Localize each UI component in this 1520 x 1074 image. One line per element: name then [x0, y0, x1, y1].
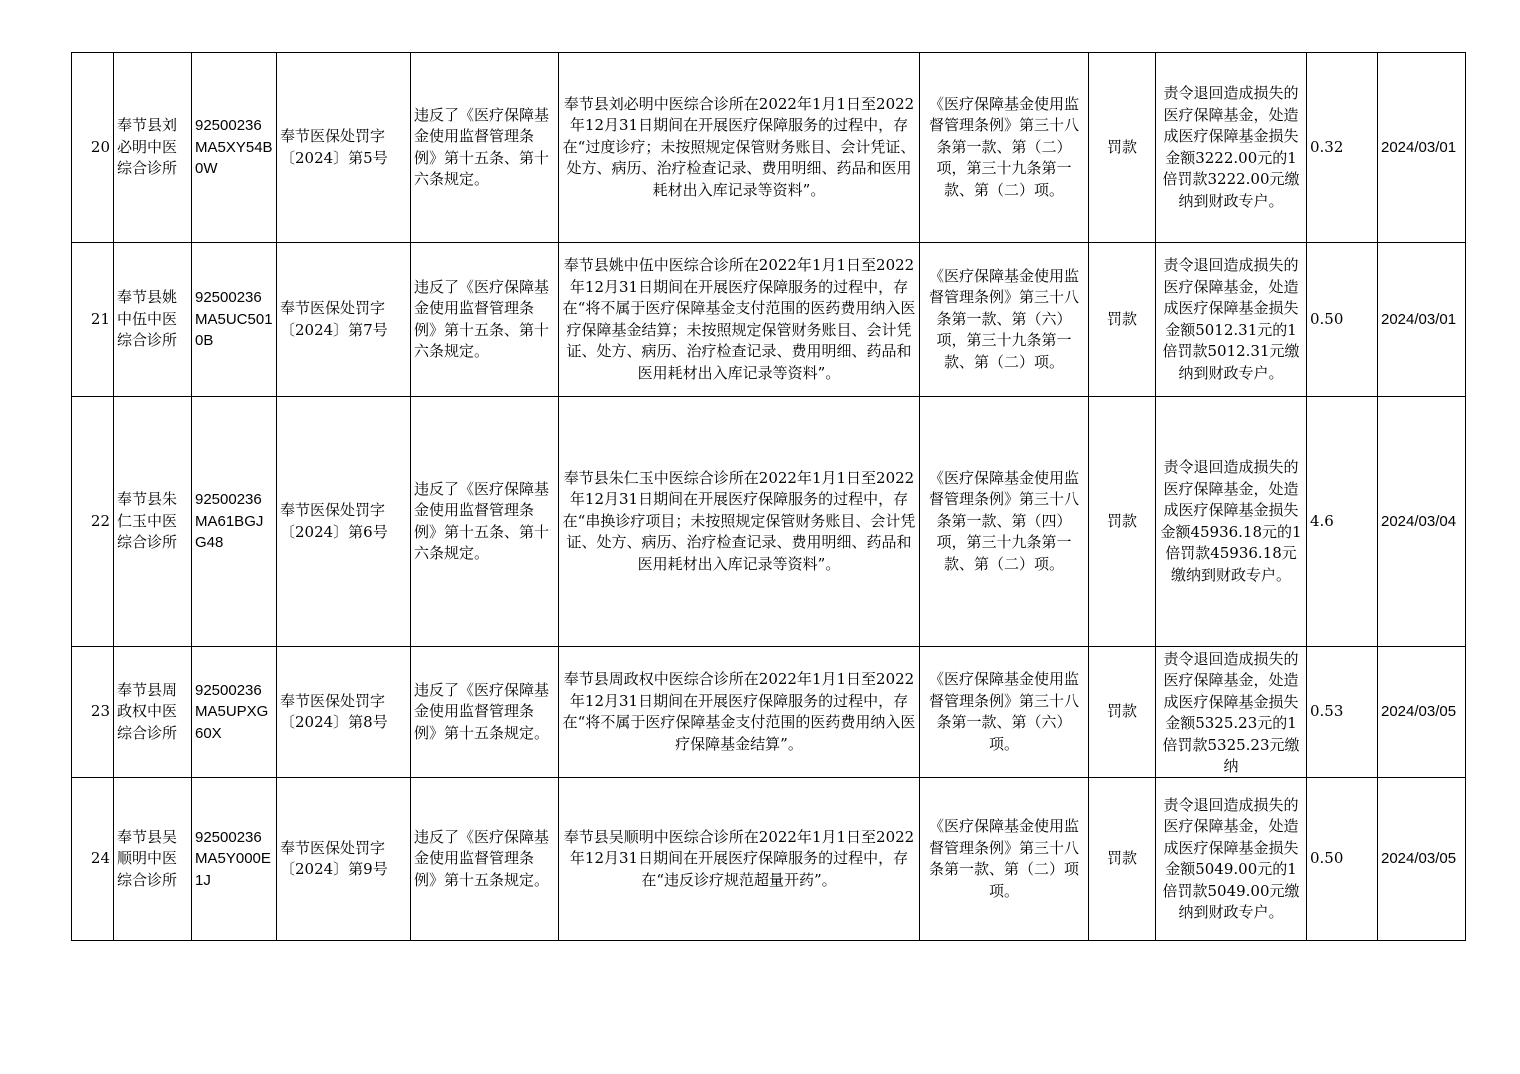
penalty-result-text: 责令退回造成损失的医疗保障基金，处造成医疗保障基金损失金额5325.23元的1倍罚款5325.23元缴纳: [1162, 649, 1300, 775]
table-row: [72, 647, 1466, 778]
credit-code: 92500236MA5Y000E1J: [192, 778, 277, 941]
violation-facts: 奉节县朱仁玉中医综合诊所在2022年1月1日至2022年12月31日期间在开展医疗保障服务的过程中，存在“串换诊疗项目；未按照规定保管财务账目、会计凭证、处方、病历、治疗检查记录、费用明细、药品和医用耗材出入库记录等资料”。: [559, 397, 920, 647]
penalty-basis: 《医疗保障基金使用监督管理条例》第三十八条第一款、第（二）项项。: [920, 778, 1089, 941]
entity-name: 奉节县周政权中医综合诊所: [114, 647, 192, 778]
penalty-result: [1156, 243, 1307, 397]
violation-facts: 奉节县刘必明中医综合诊所在2022年1月1日至2022年12月31日期间在开展医疗保障服务的过程中，存在“过度诊疗；未按照规定保管财务账目、会计凭证、处方、病历、治疗检查记录、费用明细、药品和医用耗材出入库记录等资料”。: [559, 53, 920, 243]
row-number: 23: [72, 647, 114, 778]
penalty-type: 罚款: [1089, 397, 1156, 647]
penalty-basis: 《医疗保障基金使用监督管理条例》第三十八条第一款、第（六）项。: [920, 647, 1089, 778]
violation-facts: [559, 243, 920, 397]
penalty-amount: 0.53: [1307, 647, 1378, 778]
entity-name: 奉节县刘必明中医综合诊所: [114, 53, 192, 243]
penalty-amount: 0.50: [1307, 243, 1378, 397]
penalty-type: 罚款: [1089, 243, 1156, 397]
row-number: 21: [72, 243, 114, 397]
document-number: 奉节医保处罚字〔2024〕第9号: [277, 778, 411, 941]
decision-date: 2024/03/05: [1378, 647, 1466, 778]
document-number: 奉节医保处罚字〔2024〕第8号: [277, 647, 411, 778]
penalty-type: 罚款: [1089, 647, 1156, 778]
penalty-result-text: 责令退回造成损失的医疗保障基金，处造成医疗保障基金损失金额5012.31元的1倍罚款5012.31元缴纳到财政专户。: [1162, 256, 1300, 382]
violation-basis: 违反了《医疗保障基金使用监督管理条例》第十五条规定。: [411, 647, 559, 778]
decision-date: 2024/03/01: [1378, 53, 1466, 243]
table-row: [72, 243, 1466, 397]
row-number: 20: [72, 53, 114, 243]
row-number: 22: [72, 397, 114, 647]
penalty-amount: 0.32: [1307, 53, 1378, 243]
table-row: [72, 397, 1466, 647]
table-row: [72, 778, 1466, 941]
violation-basis: 违反了《医疗保障基金使用监督管理条例》第十五条、第十六条规定。: [411, 53, 559, 243]
credit-code: 92500236MA5UPXG60X: [192, 647, 277, 778]
violation-basis: 违反了《医疗保障基金使用监督管理条例》第十五条规定。: [411, 778, 559, 941]
penalty-result: 责令退回造成损失的医疗保障基金，处造成医疗保障基金损失金额5049.00元的1倍罚款5049.00元缴纳到财政专户。: [1156, 778, 1307, 941]
document-number: 奉节医保处罚字〔2024〕第5号: [277, 53, 411, 243]
penalty-result: [1156, 647, 1307, 778]
decision-date: 2024/03/04: [1378, 397, 1466, 647]
penalty-type: 罚款: [1089, 53, 1156, 243]
row-number: 24: [72, 778, 114, 941]
penalty-basis: 《医疗保障基金使用监督管理条例》第三十八条第一款、第（四）项，第三十九条第一款、第（二）项。: [920, 397, 1089, 647]
document-number: 奉节医保处罚字〔2024〕第6号: [277, 397, 411, 647]
entity-name: 奉节县吴顺明中医综合诊所: [114, 778, 192, 941]
violation-facts: 奉节县周政权中医综合诊所在2022年1月1日至2022年12月31日期间在开展医疗保障服务的过程中，存在“将不属于医疗保障基金支付范围的医药费用纳入医疗保障基金结算”。: [559, 647, 920, 778]
decision-date: 2024/03/01: [1378, 243, 1466, 397]
credit-code: 92500236MA5XY54B0W: [192, 53, 277, 243]
penalty-amount: 0.50: [1307, 778, 1378, 941]
penalty-basis: 《医疗保障基金使用监督管理条例》第三十八条第一款、第（二）项，第三十九条第一款、第（二）项。: [920, 53, 1089, 243]
violation-basis: 违反了《医疗保障基金使用监督管理条例》第十五条、第十六条规定。: [411, 243, 559, 397]
penalty-result: 责令退回造成损失的医疗保障基金，处造成医疗保障基金损失金额45936.18元的1倍罚款45936.18元缴纳到财政专户。: [1156, 397, 1307, 647]
penalty-amount: 4.6: [1307, 397, 1378, 647]
violation-facts-text: 奉节县姚中伍中医综合诊所在2022年1月1日至2022年12月31日期间在开展医疗保障服务的过程中，存在“将不属于医疗保障基金支付范围的医药费用纳入医疗保障基金结算；未按照规定保管财务账目、会计凭证、处方、病历、治疗检查记录、费用明细、药品和医用耗材出入库记录等资料”。: [562, 256, 916, 382]
violation-basis: 违反了《医疗保障基金使用监督管理条例》第十五条、第十六条规定。: [411, 397, 559, 647]
penalty-table: [71, 52, 1466, 941]
table-row: [72, 53, 1466, 243]
credit-code: 92500236MA5UC5010B: [192, 243, 277, 397]
penalty-type: 罚款: [1089, 778, 1156, 941]
entity-name: 奉节县姚中伍中医综合诊所: [114, 243, 192, 397]
document-number: 奉节医保处罚字〔2024〕第7号: [277, 243, 411, 397]
decision-date: 2024/03/05: [1378, 778, 1466, 941]
entity-name: 奉节县朱仁玉中医综合诊所: [114, 397, 192, 647]
credit-code: 92500236MA61BGJG48: [192, 397, 277, 647]
violation-facts: 奉节县吴顺明中医综合诊所在2022年1月1日至2022年12月31日期间在开展医疗保障服务的过程中，存在“违反诊疗规范超量开药”。: [559, 778, 920, 941]
penalty-basis: 《医疗保障基金使用监督管理条例》第三十八条第一款、第（六）项，第三十九条第一款、第（二）项。: [920, 243, 1089, 397]
penalty-result: 责令退回造成损失的医疗保障基金，处造成医疗保障基金损失金额3222.00元的1倍罚款3222.00元缴纳到财政专户。: [1156, 53, 1307, 243]
